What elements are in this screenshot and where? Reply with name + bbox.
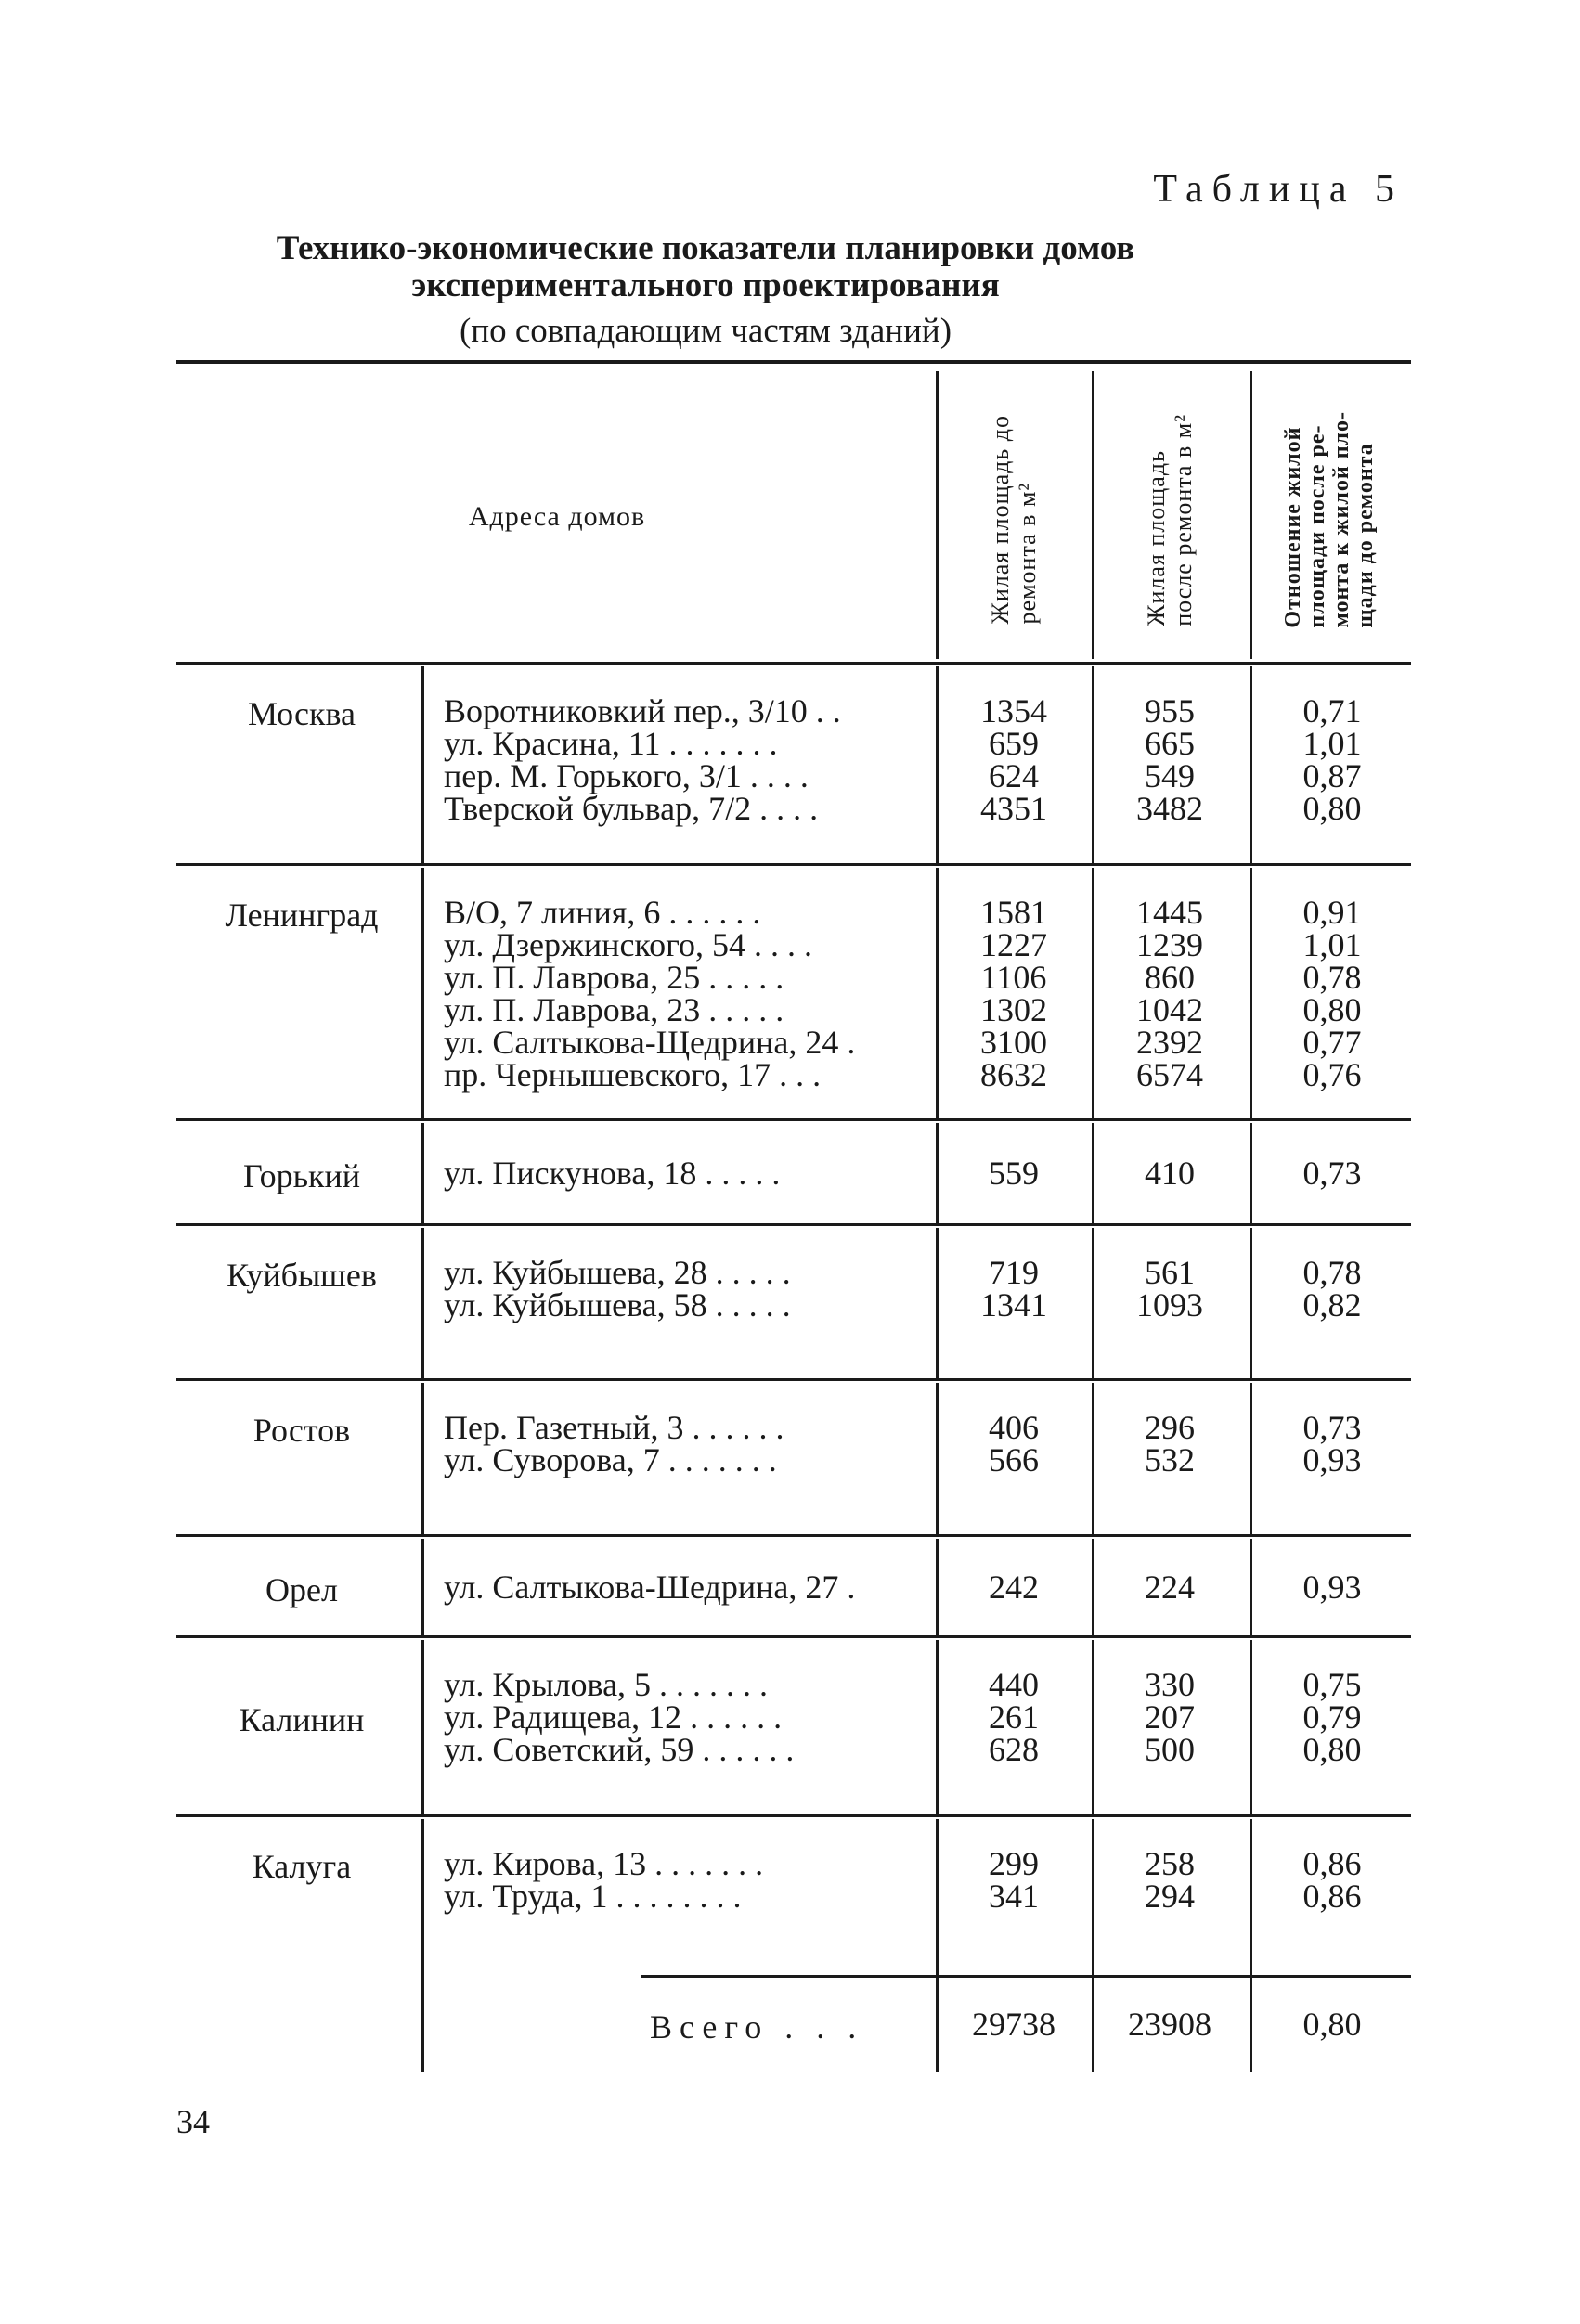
total-divider-3 [1250,1979,1252,2072]
header-col-after [1095,376,1244,664]
city-name: Москва [248,695,356,732]
address-cell: ул. Пискунова, 18 . . . . . [444,1155,781,1192]
ratio-cell: 0,78 [1302,959,1362,996]
col-divider-2 [1092,1640,1094,1814]
city-name: Горький [242,1157,361,1194]
area-before-cell: 440 [989,1666,1039,1703]
total-rule [641,1975,1411,1978]
ratio-cell: 0,80 [1302,1731,1362,1768]
area-before-cell: 1354 [980,692,1047,729]
header-col-before-text: Жилая площадь до ремонта в м² [987,415,1041,625]
address-cell: ул. Советский, 59 . . . . . . [444,1731,795,1768]
city-name: Калинин [239,1701,365,1738]
city-divider [421,666,424,863]
ratio-cell: 0,80 [1302,790,1362,827]
total-ratio: 0,80 [1302,2006,1362,2043]
area-before-cell: 1302 [980,991,1047,1028]
area-before-cell: 299 [989,1845,1039,1882]
area-before-cell: 261 [989,1698,1039,1736]
address-cell: Воротниковкий пер., 3/10 . . [444,692,841,729]
address-cell: ул. Салтыкова-Шедрина, 27 . [444,1569,856,1606]
ratio-cell: 0,79 [1302,1698,1362,1736]
city-divider [421,1123,424,1223]
area-after-cell: 3482 [1136,790,1203,827]
table-label: Таблица 5 [1153,168,1404,211]
col-divider-3 [1250,1123,1252,1223]
ratio-cell: 0,77 [1302,1024,1362,1061]
header-col-before [939,376,1088,664]
city-divider [421,1383,424,1534]
group-rule [176,1635,1411,1638]
area-after-cell: 1239 [1136,926,1203,963]
area-before-cell: 1227 [980,926,1047,963]
address-cell: ул. Дзержинского, 54 . . . . [444,926,812,963]
area-before-cell: 566 [989,1441,1039,1478]
area-before-cell: 1341 [980,1286,1047,1323]
city-name: Калуга [252,1848,352,1885]
header-divider-2 [1092,371,1094,659]
total-divider-2 [1092,1979,1094,2072]
area-after-cell: 561 [1145,1254,1195,1291]
col-divider-1 [936,1123,939,1223]
col-divider-2 [1092,1539,1094,1635]
group-rule [176,863,1411,866]
area-before-cell: 624 [989,757,1039,794]
page-number: 34 [176,2103,210,2140]
address-cell: ул. Куйбышева, 28 . . . . . [444,1254,791,1291]
area-before-cell: 242 [989,1569,1039,1606]
area-before-cell: 3100 [980,1024,1047,1061]
area-before-cell: 1106 [980,959,1047,996]
col-divider-3 [1250,1228,1252,1378]
col-divider-2 [1092,1383,1094,1534]
header-divider-1 [936,371,939,659]
header-col-ratio-text: Отношение жилой площади после ре- монта к жилой пло- щади до ремонта [1281,411,1378,628]
area-before-cell: 4351 [980,790,1047,827]
total-divider-1 [936,1979,939,2072]
col-divider-3 [1250,1383,1252,1534]
area-after-cell: 224 [1145,1569,1195,1606]
group-rule [176,1534,1411,1537]
area-after-cell: 955 [1145,692,1195,729]
area-after-cell: 410 [1145,1155,1195,1192]
ratio-cell: 0,71 [1302,692,1362,729]
area-after-cell: 665 [1145,725,1195,762]
area-before-cell: 559 [989,1155,1039,1192]
area-after-cell: 549 [1145,757,1195,794]
total-after: 23908 [1128,2006,1211,2043]
address-cell: ул. Крылова, 5 . . . . . . . [444,1666,769,1703]
city-name: Орел [265,1571,338,1608]
area-after-cell: 258 [1145,1845,1195,1882]
area-after-cell: 296 [1145,1409,1195,1446]
ratio-cell: 0,78 [1302,1254,1362,1291]
group-rule [176,1378,1411,1381]
ratio-cell: 0,93 [1302,1441,1362,1478]
group-rule [176,1814,1411,1817]
table-title-line-1: Технико-экономические показатели планировки домов [276,229,1135,267]
address-cell: Тверской бульвар, 7/2 . . . . [444,790,819,827]
address-cell: ул. П. Лаврова, 23 . . . . . [444,991,784,1028]
area-before-cell: 659 [989,725,1039,762]
total-label: Всего . . . [650,2008,864,2046]
total-before: 29738 [972,2006,1055,2043]
address-cell: ул. П. Лаврова, 25 . . . . . [444,959,784,996]
ratio-cell: 1,01 [1302,926,1362,963]
address-cell: ул. Куйбышева, 58 . . . . . [444,1286,791,1323]
ratio-cell: 0,80 [1302,991,1362,1028]
total-divider-left [421,1975,424,2072]
ratio-cell: 0,73 [1302,1155,1362,1192]
ratio-cell: 0,73 [1302,1409,1362,1446]
header-col-ratio [1255,376,1404,664]
ratio-cell: 0,86 [1302,1845,1362,1882]
area-after-cell: 860 [1145,959,1195,996]
address-cell: ул. Красина, 11 . . . . . . . [444,725,778,762]
table-title-line-2: экспериментального проектирования [411,266,1000,304]
col-divider-1 [936,1228,939,1378]
city-divider [421,1228,424,1378]
address-cell: пр. Чернышевского, 17 . . . [444,1056,822,1093]
address-cell: ул. Кирова, 13 . . . . . . . [444,1845,764,1882]
address-cell: ул. Суворова, 7 . . . . . . . [444,1441,777,1478]
col-divider-1 [936,868,939,1118]
ratio-cell: 0,91 [1302,894,1362,931]
col-divider-3 [1250,666,1252,863]
area-after-cell: 500 [1145,1731,1195,1768]
header-address: Адреса домов [468,501,646,532]
address-cell: ул. Радищева, 12 . . . . . . [444,1698,783,1736]
col-divider-3 [1250,868,1252,1118]
city-divider [421,1640,424,1814]
col-divider-1 [936,666,939,863]
address-cell: Пер. Газетный, 3 . . . . . . [444,1409,784,1446]
ratio-cell: 0,87 [1302,757,1362,794]
ratio-cell: 0,86 [1302,1878,1362,1915]
city-name: Ростов [253,1412,351,1449]
area-before-cell: 628 [989,1731,1039,1768]
area-before-cell: 406 [989,1409,1039,1446]
area-after-cell: 2392 [1136,1024,1203,1061]
col-divider-2 [1092,1228,1094,1378]
area-before-cell: 341 [989,1878,1039,1915]
group-rule [176,1223,1411,1226]
address-cell: пер. М. Горького, 3/1 . . . . [444,757,809,794]
group-rule [176,662,1411,665]
area-after-cell: 1445 [1136,894,1203,931]
area-after-cell: 1093 [1136,1286,1203,1323]
group-rule [176,1118,1411,1121]
ratio-cell: 0,93 [1302,1569,1362,1606]
ratio-cell: 0,76 [1302,1056,1362,1093]
ratio-cell: 1,01 [1302,725,1362,762]
city-divider [421,1539,424,1635]
header-divider-3 [1250,371,1252,659]
col-divider-3 [1250,1640,1252,1814]
col-divider-2 [1092,1123,1094,1223]
col-divider-1 [936,1640,939,1814]
area-after-cell: 330 [1145,1666,1195,1703]
area-after-cell: 207 [1145,1698,1195,1736]
table-subtitle: (по совпадающим частям зданий) [459,312,952,350]
ratio-cell: 0,82 [1302,1286,1362,1323]
area-before-cell: 8632 [980,1056,1047,1093]
address-cell: ул. Салтыкова-Щедрина, 24 . [444,1024,856,1061]
col-divider-1 [936,1383,939,1534]
col-divider-2 [1092,868,1094,1118]
area-after-cell: 294 [1145,1878,1195,1915]
header-col-after-text: Жилая площадь после ремонта в м² [1143,413,1197,626]
col-divider-3 [1250,1539,1252,1635]
area-after-cell: 1042 [1136,991,1203,1028]
area-before-cell: 719 [989,1254,1039,1291]
area-after-cell: 6574 [1136,1056,1203,1093]
area-after-cell: 532 [1145,1441,1195,1478]
table-top-rule [176,360,1411,364]
address-cell: В/О, 7 линия, 6 . . . . . . [444,894,761,931]
address-cell: ул. Труда, 1 . . . . . . . . [444,1878,742,1915]
city-name: Куйбышев [227,1257,377,1294]
city-name: Ленинград [225,897,379,934]
ratio-cell: 0,75 [1302,1666,1362,1703]
city-divider [421,868,424,1118]
col-divider-1 [936,1539,939,1635]
col-divider-2 [1092,666,1094,863]
area-before-cell: 1581 [980,894,1047,931]
